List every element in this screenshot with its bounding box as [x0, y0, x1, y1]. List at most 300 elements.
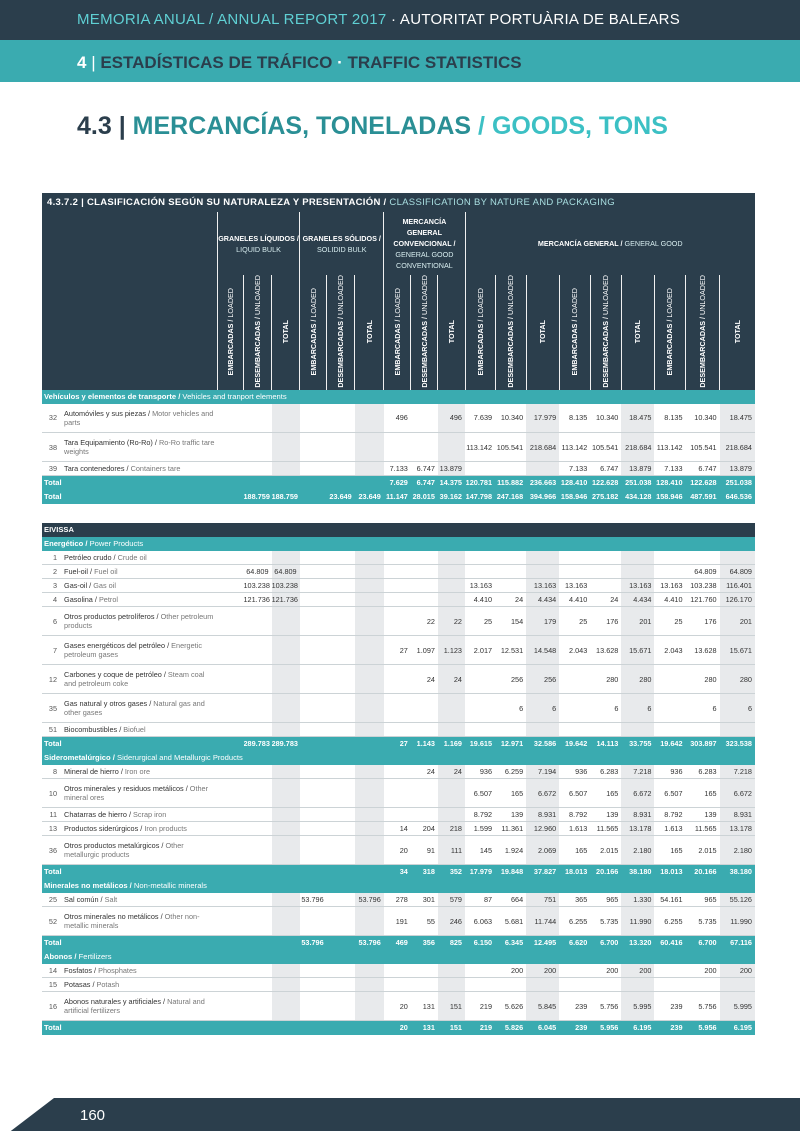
table-cell: 7.133	[559, 462, 590, 476]
total-cell	[355, 476, 384, 490]
table-cell	[217, 579, 243, 593]
total-cell: 247.168	[495, 490, 526, 504]
table-cell: 2.015	[590, 836, 621, 865]
table-cell: 280	[621, 665, 654, 694]
table-cell: 6.747	[411, 462, 438, 476]
table-cell: 200	[621, 964, 654, 978]
total-cell: 356	[411, 936, 438, 950]
table-cell	[327, 765, 355, 779]
table-cell: 6	[686, 694, 720, 723]
table-cell	[300, 607, 327, 636]
table-cell: 6.672	[621, 779, 654, 808]
table-cell	[720, 978, 755, 992]
table-cell	[272, 607, 300, 636]
row-code: 38	[42, 433, 62, 462]
table-cell	[355, 433, 384, 462]
row-description: Sal común / Salt	[62, 893, 217, 907]
table-cell: 103.238	[686, 579, 720, 593]
table-cell: 165	[495, 779, 526, 808]
table-cell	[411, 579, 438, 593]
table-cell	[384, 779, 411, 808]
table-cell	[355, 462, 384, 476]
table-cell: 8.931	[526, 808, 559, 822]
table-cell	[438, 808, 465, 822]
row-description: Potasas / Potash	[62, 978, 217, 992]
total-cell: 37.827	[526, 865, 559, 879]
table-cell: 11.990	[720, 907, 755, 936]
table-cell	[438, 723, 465, 737]
table-cell: 5.735	[686, 907, 720, 936]
table-cell: 579	[438, 893, 465, 907]
total-cell	[327, 865, 355, 879]
table-cell	[272, 551, 300, 565]
table-cell: 1.613	[559, 822, 590, 836]
row-description: Fosfatos / Phosphates	[62, 964, 217, 978]
row-code: 2	[42, 565, 62, 579]
table-cell	[244, 992, 272, 1021]
total-cell: 20.166	[686, 865, 720, 879]
table-cell: 4.434	[526, 593, 559, 607]
row-code: 13	[42, 822, 62, 836]
table-cell	[559, 964, 590, 978]
table-row	[42, 978, 755, 992]
table-cell: 239	[654, 992, 685, 1021]
table-cell	[217, 593, 243, 607]
table-cell	[720, 723, 755, 737]
total-cell	[217, 490, 243, 504]
table-cell: 126.170	[720, 593, 755, 607]
total-cell: 23.649	[327, 490, 355, 504]
table-cell: 7.133	[654, 462, 685, 476]
total-cell	[244, 865, 272, 879]
table-cell	[272, 694, 300, 723]
table-cell: 17.979	[526, 404, 559, 433]
table-cell	[217, 779, 243, 808]
table-cell	[272, 636, 300, 665]
table-cell: 154	[495, 607, 526, 636]
total-cell: 646.536	[720, 490, 755, 504]
total-cell	[217, 865, 243, 879]
table-cell: 139	[495, 808, 526, 822]
table-cell	[384, 765, 411, 779]
col-header-loaded: EMBARCADAS / LOADED	[559, 275, 590, 390]
table-cell: 121.736	[244, 593, 272, 607]
table-cell	[272, 765, 300, 779]
table-cell: 239	[559, 992, 590, 1021]
table-cell	[217, 551, 243, 565]
group-header-solid-bulk: GRANELES SÓLIDOS / SOLIDID BULK	[300, 212, 384, 275]
total-cell: 6.345	[495, 936, 526, 950]
table-cell	[411, 723, 438, 737]
table-cell: 13.879	[438, 462, 465, 476]
total-cell: 120.781	[465, 476, 495, 490]
table-cell	[244, 765, 272, 779]
category-abonos	[42, 950, 755, 964]
table-cell: 13.178	[720, 822, 755, 836]
total-cell: 39.162	[438, 490, 465, 504]
total-cell: 53.796	[355, 936, 384, 950]
row-code: 10	[42, 779, 62, 808]
table-cell	[465, 978, 495, 992]
table-cell	[327, 565, 355, 579]
table-cell	[327, 551, 355, 565]
table-cell: 936	[465, 765, 495, 779]
total-cell	[217, 1021, 243, 1035]
table-cell: 24	[590, 593, 621, 607]
table-cell: 7.218	[720, 765, 755, 779]
subtotal-row-label: Total	[42, 1021, 217, 1035]
table-cell: 13.628	[590, 636, 621, 665]
table-cell	[217, 765, 243, 779]
table-cell	[438, 964, 465, 978]
table-row	[42, 964, 755, 978]
table-cell	[244, 607, 272, 636]
table-cell: 22	[438, 607, 465, 636]
table-cell: 10.340	[495, 404, 526, 433]
table-cell	[300, 836, 327, 865]
table-cell	[244, 433, 272, 462]
table-cell	[590, 551, 621, 565]
table-cell: 11.565	[686, 822, 720, 836]
row-code: 14	[42, 964, 62, 978]
table-cell: 13.163	[654, 579, 685, 593]
total-cell	[300, 490, 327, 504]
total-cell: 38.180	[720, 865, 755, 879]
table-cell: 2.015	[686, 836, 720, 865]
table-cell: 280	[590, 665, 621, 694]
table-cell	[244, 964, 272, 978]
table-cell: 218.684	[720, 433, 755, 462]
table-cell	[272, 462, 300, 476]
table-cell	[300, 907, 327, 936]
table-cell: 200	[720, 964, 755, 978]
total-cell: 28.015	[411, 490, 438, 504]
table-cell: 7.133	[384, 462, 411, 476]
table-row	[42, 462, 755, 476]
total-cell	[272, 476, 300, 490]
table-cell: 24	[438, 765, 465, 779]
table-cell	[244, 694, 272, 723]
table-cell: 10.340	[590, 404, 621, 433]
table-cell: 165	[590, 779, 621, 808]
table-cell: 121.760	[686, 593, 720, 607]
row-description: Otros minerales no metálicos / Other non-metallic minerals	[62, 907, 217, 936]
row-description: Petróleo crudo / Crude oil	[62, 551, 217, 565]
table-cell	[300, 978, 327, 992]
table-cell: 4.410	[559, 593, 590, 607]
total-cell: 158.946	[654, 490, 685, 504]
table-cell: 105.541	[495, 433, 526, 462]
table-cell: 496	[438, 404, 465, 433]
row-code: 3	[42, 579, 62, 593]
table-cell: 664	[495, 893, 526, 907]
total-cell: 236.663	[526, 476, 559, 490]
total-cell	[244, 1021, 272, 1035]
total-cell: 14.113	[590, 737, 621, 751]
table-cell	[590, 723, 621, 737]
section-header-bar	[0, 40, 800, 82]
table-cell: 6.672	[720, 779, 755, 808]
table-cell: 301	[411, 893, 438, 907]
row-description: Otros minerales y residuos metálicos / Other mineral ores	[62, 779, 217, 808]
table-cell: 200	[590, 964, 621, 978]
table-cell	[411, 593, 438, 607]
total-cell: 67.116	[720, 936, 755, 950]
total-cell: 5.956	[590, 1021, 621, 1035]
table-cell: 14	[384, 822, 411, 836]
table-cell	[327, 893, 355, 907]
table-cell: 11.744	[526, 907, 559, 936]
total-cell	[355, 865, 384, 879]
row-description: Productos siderúrgicos / Iron products	[62, 822, 217, 836]
col-header-loaded: EMBARCADAS / LOADED	[217, 275, 243, 390]
row-code: 7	[42, 636, 62, 665]
total-cell: 6.150	[465, 936, 495, 950]
table-cell: 6.255	[654, 907, 685, 936]
category-vehicles-label: Vehículos y elementos de transporte / Vehicles and tranport elements	[42, 390, 755, 404]
table-cell	[272, 433, 300, 462]
table-cell	[495, 462, 526, 476]
total-cell: 128.410	[654, 476, 685, 490]
table-cell	[300, 565, 327, 579]
table-cell	[438, 978, 465, 992]
table-cell	[327, 808, 355, 822]
table-cell: 7.194	[526, 765, 559, 779]
row-code: 11	[42, 808, 62, 822]
table-cell	[355, 978, 384, 992]
table-row	[42, 694, 755, 723]
table-cell: 365	[559, 893, 590, 907]
table-cell	[438, 551, 465, 565]
total-cell: 34	[384, 865, 411, 879]
total-cell: 6.747	[411, 476, 438, 490]
total-cell	[300, 476, 327, 490]
total-cell	[300, 737, 327, 751]
row-description: Gas natural y otros gases / Natural gas and other gases	[62, 694, 217, 723]
table-cell	[217, 665, 243, 694]
category-siderometal-label: Siderometalúrgico / Siderurgical and Metallurgic Products	[42, 751, 755, 765]
total-cell: 18.013	[654, 865, 685, 879]
table-cell	[355, 779, 384, 808]
table-caption-row	[42, 193, 755, 212]
table-cell: 5.626	[495, 992, 526, 1021]
table-cell	[465, 723, 495, 737]
table-cell: 936	[559, 765, 590, 779]
table-cell: 201	[621, 607, 654, 636]
table-cell	[384, 551, 411, 565]
table-cell	[327, 978, 355, 992]
table-cell: 13.628	[686, 636, 720, 665]
table-cell	[526, 565, 559, 579]
table-cell: 280	[720, 665, 755, 694]
table-cell	[300, 822, 327, 836]
table-cell	[217, 565, 243, 579]
table-cell: 165	[686, 779, 720, 808]
table-cell: 6.255	[559, 907, 590, 936]
table-cell	[495, 579, 526, 593]
table-cell	[526, 462, 559, 476]
total-cell: 158.946	[559, 490, 590, 504]
row-description: Otros productos metalúrgicos / Other metallurgic products	[62, 836, 217, 865]
table-cell	[621, 978, 654, 992]
total-cell: 12.495	[526, 936, 559, 950]
table-row	[42, 607, 755, 636]
table-cell	[526, 723, 559, 737]
table-cell	[384, 433, 411, 462]
table-cell	[355, 822, 384, 836]
table-row	[42, 433, 755, 462]
table-cell: 7.639	[465, 404, 495, 433]
page-title: 4.3 | MERCANCÍAS, TONELADAS / GOODS, TONS	[77, 112, 668, 140]
table-cell	[300, 551, 327, 565]
port-header-eivissa	[42, 523, 755, 537]
table-cell	[327, 964, 355, 978]
total-cell: 219	[465, 1021, 495, 1035]
table-cell	[300, 404, 327, 433]
table-cell	[244, 907, 272, 936]
table-cell: 7.218	[621, 765, 654, 779]
table-cell	[355, 593, 384, 607]
table-cell	[526, 551, 559, 565]
table-cell	[355, 964, 384, 978]
table-cell	[495, 723, 526, 737]
table-cell: 12.960	[526, 822, 559, 836]
subtotal-row	[42, 476, 755, 490]
category-siderometal	[42, 751, 755, 765]
row-code: 15	[42, 978, 62, 992]
total-cell: 122.628	[590, 476, 621, 490]
total-cell: 122.628	[686, 476, 720, 490]
table-cell: 2.043	[559, 636, 590, 665]
table-cell	[411, 779, 438, 808]
table-cell: 5.845	[526, 992, 559, 1021]
table-cell	[411, 694, 438, 723]
table-cell	[300, 723, 327, 737]
table-cell	[384, 978, 411, 992]
table-cell: 139	[590, 808, 621, 822]
table-cell	[686, 551, 720, 565]
table-cell	[244, 822, 272, 836]
total-cell: 434.128	[621, 490, 654, 504]
total-cell	[327, 476, 355, 490]
table-cell	[384, 808, 411, 822]
table-cell: 139	[686, 808, 720, 822]
table-cell: 1.097	[411, 636, 438, 665]
table-cell	[438, 565, 465, 579]
total-cell: 303.897	[686, 737, 720, 751]
table-cell: 6.283	[590, 765, 621, 779]
table-cell	[438, 694, 465, 723]
table-cell: 13.879	[720, 462, 755, 476]
table-cell: 54.161	[654, 893, 685, 907]
table-cell	[438, 579, 465, 593]
total-cell: 487.591	[686, 490, 720, 504]
table-cell	[217, 636, 243, 665]
table-cell: 6	[495, 694, 526, 723]
table-cell	[217, 964, 243, 978]
table-cell	[495, 978, 526, 992]
table-cell	[654, 665, 685, 694]
header-spacer	[42, 275, 217, 390]
row-description: Biocombustibles / Biofuel	[62, 723, 217, 737]
table-cell: 4.434	[621, 593, 654, 607]
total-cell	[272, 1021, 300, 1035]
total-cell: 6.195	[621, 1021, 654, 1035]
category-energetico-label: Energético / Power Products	[42, 537, 755, 551]
table-cell	[465, 964, 495, 978]
section-header-title: 4 | ESTADÍSTICAS DE TRÁFICO · TRAFFIC STATISTICS	[77, 53, 522, 72]
total-cell	[300, 1021, 327, 1035]
table-cell: 13.163	[621, 579, 654, 593]
table-cell	[559, 551, 590, 565]
table-cell: 204	[411, 822, 438, 836]
total-cell: 151	[438, 1021, 465, 1035]
total-cell: 128.410	[559, 476, 590, 490]
row-code: 36	[42, 836, 62, 865]
table-cell	[327, 836, 355, 865]
table-cell: 24	[411, 665, 438, 694]
table-cell	[300, 808, 327, 822]
table-row	[42, 404, 755, 433]
table-cell: 6.507	[654, 779, 685, 808]
total-cell: 188.759	[244, 490, 272, 504]
col-header-unloaded: DESEMBARCADAS / UNLOADED	[411, 275, 438, 390]
table-cell	[526, 978, 559, 992]
table-cell: 201	[720, 607, 755, 636]
table-cell	[272, 836, 300, 865]
total-cell: 5.826	[495, 1021, 526, 1035]
table-cell: 5.681	[495, 907, 526, 936]
subtotal-row-label: Total	[42, 936, 217, 950]
table-row	[42, 836, 755, 865]
table-cell	[590, 978, 621, 992]
table-row	[42, 779, 755, 808]
table-cell	[300, 665, 327, 694]
table-cell: 11.361	[495, 822, 526, 836]
table-cell: 25	[654, 607, 685, 636]
table-cell: 191	[384, 907, 411, 936]
table-cell: 6.283	[686, 765, 720, 779]
table-cell	[327, 404, 355, 433]
table-cell: 20	[384, 992, 411, 1021]
table-cell	[327, 907, 355, 936]
total-cell: 14.375	[438, 476, 465, 490]
table-cell: 176	[686, 607, 720, 636]
table-cell	[355, 992, 384, 1021]
table-cell: 53.796	[355, 893, 384, 907]
table-cell	[327, 593, 355, 607]
table-cell	[495, 565, 526, 579]
table-cell	[384, 723, 411, 737]
table-cell: 4.410	[465, 593, 495, 607]
footer-slash-decoration	[0, 1098, 54, 1131]
table-cell	[217, 404, 243, 433]
table-cell: 176	[590, 607, 621, 636]
table-cell: 13.163	[559, 579, 590, 593]
table-cell: 5.735	[590, 907, 621, 936]
table-cell: 6.063	[465, 907, 495, 936]
row-description: Tara contenedores / Containers tare	[62, 462, 217, 476]
grand-total-row	[42, 490, 755, 504]
table-cell	[384, 665, 411, 694]
table-cell	[244, 551, 272, 565]
row-description: Chatarras de hierro / Scrap iron	[62, 808, 217, 822]
subtotal-row	[42, 1021, 755, 1035]
total-cell: 318	[411, 865, 438, 879]
table-cell: 936	[654, 765, 685, 779]
row-code: 8	[42, 765, 62, 779]
row-code: 35	[42, 694, 62, 723]
